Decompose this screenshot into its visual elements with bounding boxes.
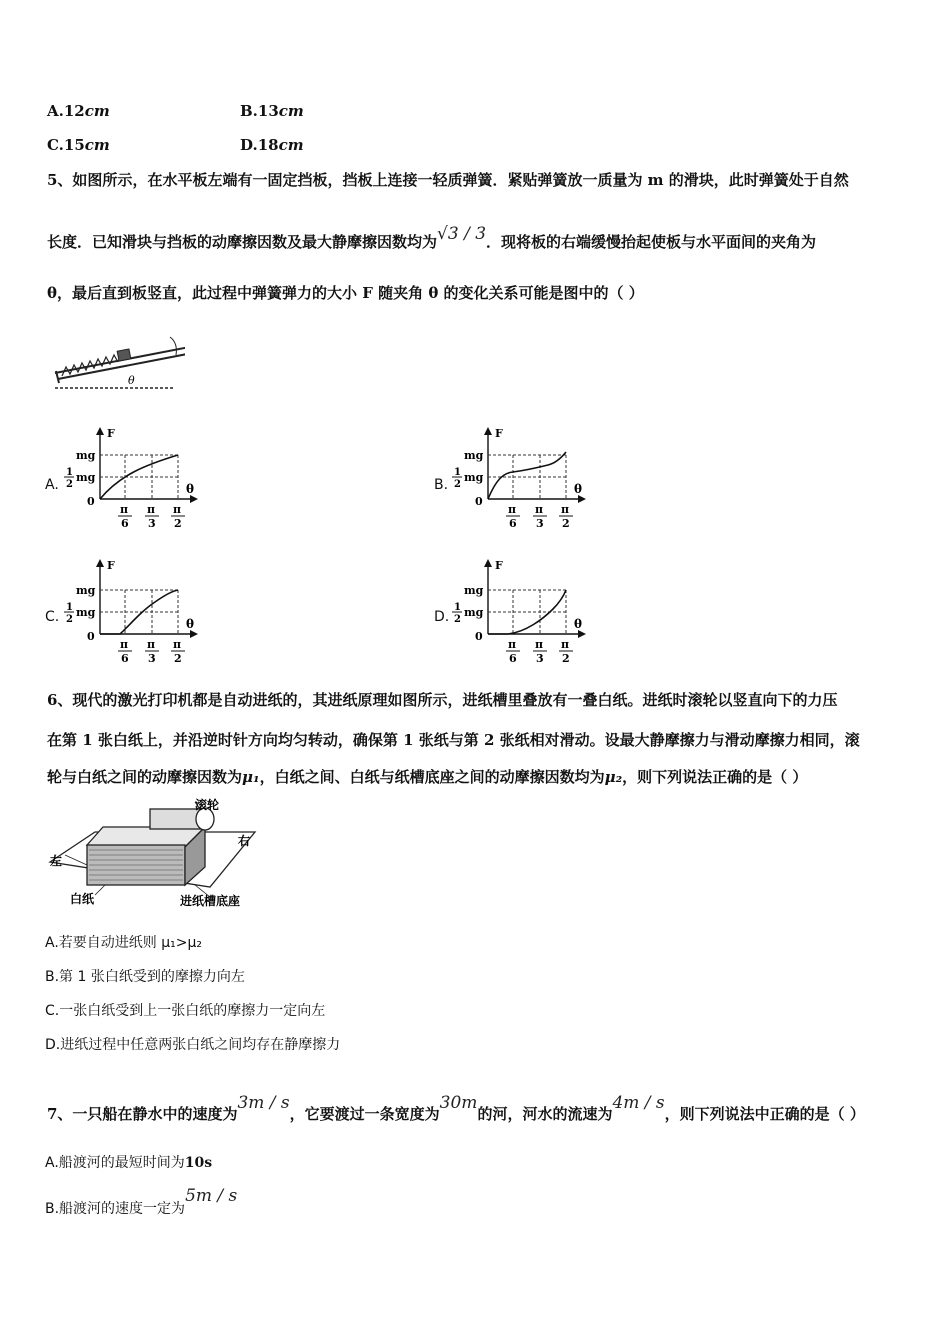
svg-text:6: 6 — [509, 517, 517, 530]
q5-option-a-label: A. — [45, 477, 59, 493]
q6-option-d: D.进纸过程中任意两张白纸之间均存在静摩擦力 — [45, 1037, 341, 1053]
svg-text:π: π — [173, 503, 182, 516]
x-axis-arrow-icon — [578, 495, 586, 503]
q7-option-b: B.船渡河的速度一定为5m / s — [45, 1186, 238, 1217]
svg-text:π: π — [561, 638, 570, 651]
q5-line3: θ，最后直到板竖直，此过程中弹簧弹力的大小 F 随夹角 θ 的变化关系可能是图中的（ ） — [47, 284, 644, 302]
left-label: 左 — [50, 854, 63, 868]
origin-label: 0 — [87, 495, 95, 508]
origin-label: 0 — [87, 630, 95, 643]
svg-text:6: 6 — [509, 652, 517, 662]
svg-text:π: π — [508, 638, 517, 651]
svg-text:1: 1 — [66, 467, 73, 478]
q6-line1: 6、现代的激光打印机都是自动进纸的，其进纸原理如图所示，进纸槽里叠放有一叠白纸。进纸时滚轮以竖直向下的力压 — [47, 691, 838, 709]
q4-option-c: C.15cm — [47, 136, 110, 154]
q6-line2: 在第 1 张白纸上，并沿逆时针方向均匀转动，确保第 1 张纸与第 2 张纸相对滑动。设最大静摩擦力与滑动摩擦力相同，滚 — [47, 731, 860, 749]
svg-text:1: 1 — [454, 467, 461, 478]
y-axis-label: F — [107, 427, 115, 440]
y-axis-label: F — [495, 559, 503, 572]
q6-option-c: C.一张白纸受到上一张白纸的摩擦力一定向左 — [45, 1003, 326, 1019]
mg-tick: mg — [464, 584, 484, 597]
graph-c — [60, 557, 210, 662]
x-axis-arrow-icon — [190, 630, 198, 638]
svg-text:2: 2 — [66, 479, 73, 490]
right-label: 右 — [238, 834, 251, 848]
mg-tick: mg — [76, 449, 96, 462]
half-mg-tick: mg — [464, 471, 484, 484]
incline-spring-figure — [50, 333, 185, 393]
svg-text:π: π — [120, 503, 129, 516]
x-axis-label: θ — [186, 482, 195, 496]
incline-theta-label: θ — [128, 374, 135, 387]
q4-option-b: B.13cm — [240, 102, 304, 120]
base-label: 进纸槽底座 — [180, 894, 241, 908]
x-axis-label: θ — [574, 482, 583, 496]
q6-option-b: B.第 1 张白纸受到的摩擦力向左 — [45, 969, 245, 985]
svg-text:π: π — [173, 638, 182, 651]
x-axis-arrow-icon — [190, 495, 198, 503]
y-axis-arrow-icon — [96, 427, 104, 435]
svg-text:π: π — [535, 503, 544, 516]
graph-d — [448, 557, 598, 662]
y-axis-arrow-icon — [484, 559, 492, 567]
svg-text:π: π — [147, 503, 156, 516]
svg-text:2: 2 — [174, 652, 182, 662]
q6-option-a: A.若要自动进纸则 μ₁>μ₂ — [45, 935, 203, 951]
svg-text:2: 2 — [562, 517, 570, 530]
roller-label: 滚轮 — [195, 798, 220, 812]
y-axis-label: F — [495, 427, 503, 440]
svg-text:3: 3 — [536, 652, 544, 662]
svg-text:π: π — [147, 638, 156, 651]
svg-text:π: π — [561, 503, 570, 516]
y-axis-arrow-icon — [484, 427, 492, 435]
svg-text:6: 6 — [121, 517, 129, 530]
y-axis-arrow-icon — [96, 559, 104, 567]
origin-label: 0 — [475, 495, 483, 508]
svg-text:1: 1 — [454, 602, 461, 613]
q5-option-c-label: C. — [45, 609, 60, 625]
svg-text:2: 2 — [454, 479, 461, 490]
svg-text:π: π — [535, 638, 544, 651]
origin-label: 0 — [475, 630, 483, 643]
svg-text:3: 3 — [148, 517, 156, 530]
x-axis-arrow-icon — [578, 630, 586, 638]
paper-feed-figure — [45, 797, 260, 912]
svg-text:2: 2 — [66, 614, 73, 625]
q7-option-a: A.船渡河的最短时间为10s — [45, 1155, 213, 1171]
svg-text:1: 1 — [66, 602, 73, 613]
mg-tick: mg — [464, 449, 484, 462]
svg-text:6: 6 — [121, 652, 129, 662]
half-mg-tick: mg — [464, 606, 484, 619]
svg-text:2: 2 — [454, 614, 461, 625]
x-axis-label: θ — [574, 617, 583, 631]
svg-text:2: 2 — [562, 652, 570, 662]
q5-option-b-label: B. — [434, 477, 449, 493]
y-axis-label: F — [107, 559, 115, 572]
q7-stem: 7、一只船在静水中的速度为3m / s，它要渡过一条宽度为30m的河，河水的流速为4m / s，则下列说法中正确的是（ ） — [47, 1093, 865, 1123]
svg-text:3: 3 — [536, 517, 544, 530]
q4-option-d: D.18cm — [240, 136, 304, 154]
svg-text:π: π — [120, 638, 129, 651]
half-mg-tick: mg — [76, 471, 96, 484]
x-axis-label: θ — [186, 617, 195, 631]
q4-option-a: A.12cm — [47, 102, 110, 120]
svg-text:3: 3 — [148, 652, 156, 662]
paper-label: 白纸 — [70, 892, 95, 906]
mg-tick: mg — [76, 584, 96, 597]
graph-b — [448, 425, 598, 530]
q5-line1: 5、如图所示，在水平板左端有一固定挡板，挡板上连接一轻质弹簧．紧贴弹簧放一质量为 m 的滑块，此时弹簧处于自然 — [47, 171, 849, 189]
half-mg-tick: mg — [76, 606, 96, 619]
svg-text:π: π — [508, 503, 517, 516]
svg-text:2: 2 — [174, 517, 182, 530]
curve-b — [488, 452, 566, 499]
graph-a — [60, 425, 210, 530]
sqrt3-over-3: √3 / 3 — [437, 224, 487, 244]
q6-line3: 轮与白纸之间的动摩擦因数为μ₁，白纸之间、白纸与纸槽底座之间的动摩擦因数均为μ₂，则下列说法正确的是（ ） — [47, 768, 808, 786]
q5-line2: 长度．已知滑块与挡板的动摩擦因数及最大静摩擦因数均为√3 / 3．现将板的右端缓慢抬起使板与水平面间的夹角为 — [47, 224, 817, 251]
q5-option-d-label: D. — [434, 609, 450, 625]
